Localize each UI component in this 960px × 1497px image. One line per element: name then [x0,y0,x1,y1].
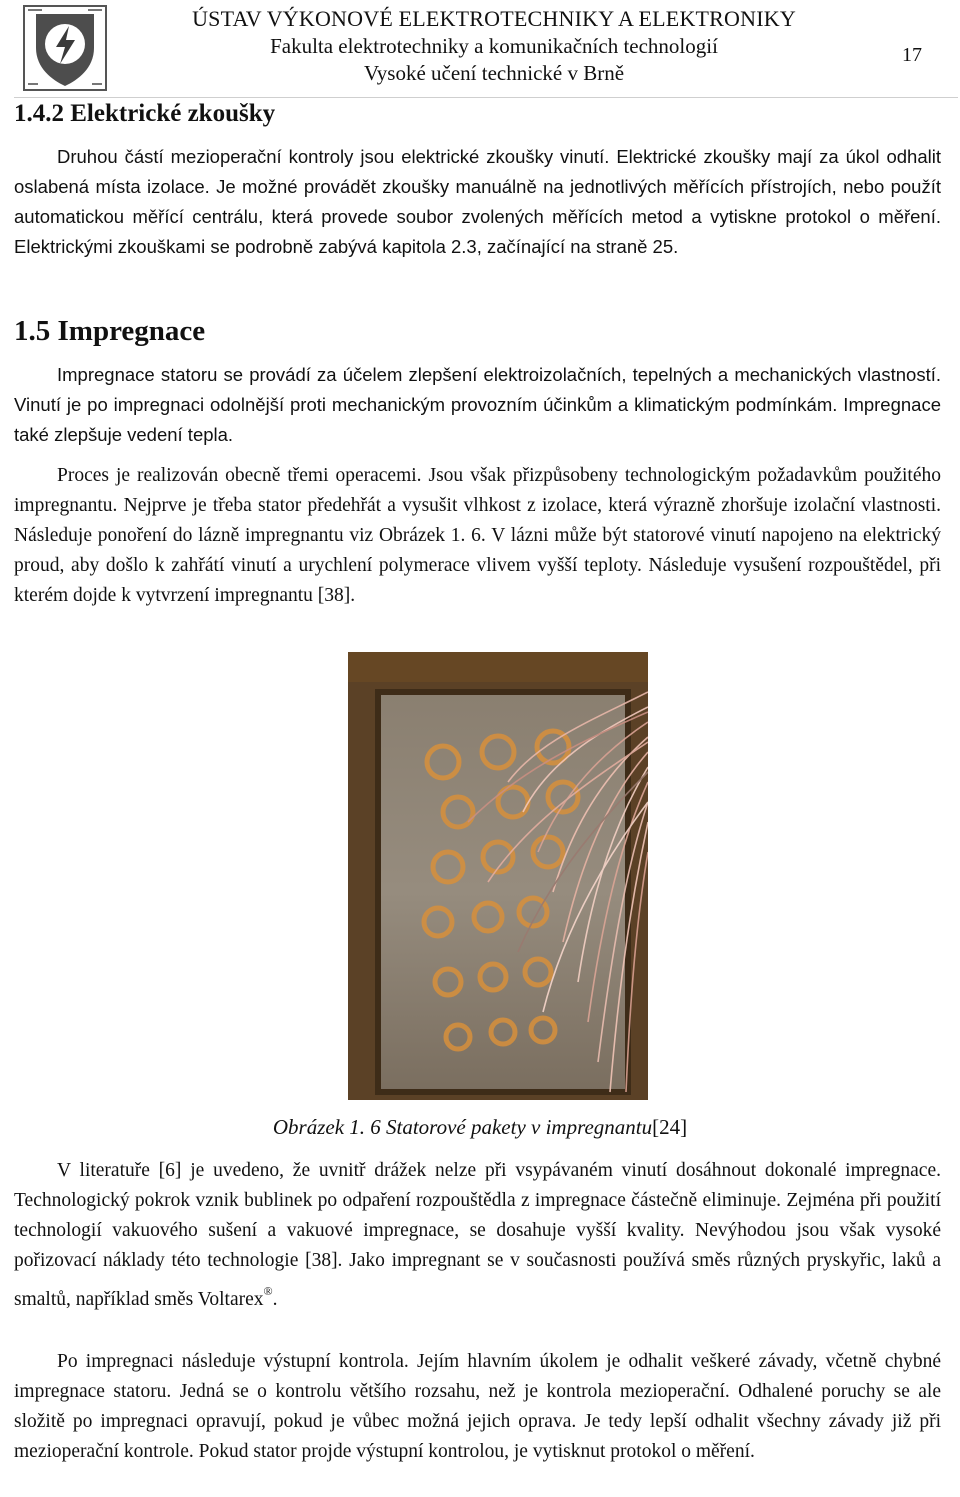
lightning-shield-logo-icon [22,4,108,92]
section-heading-elektricke-zkousky: 1.4.2 Elektrické zkoušky [14,100,276,127]
section-heading-impregnace: 1.5 Impregnace [14,315,206,347]
figure-caption-reference: [24] [652,1115,688,1139]
paragraph-elektricke-zkousky: Druhou částí mezioperační kontroly jsou elektrické zkoušky vinutí. Elektrické zkoušky mají za úkol odhalit oslabená místa izolace. Je možné provádět zkoušky manuálně na jednotlivých měřících přístrojích, nebo použít automatickou měřící centrálu, která provede soubor zvolených měřících metod a vytiskne protokol o měření. Elektrickými zkouškami se podrobně zabývá kapitola 2.3, začínající na straně 25. [14,146,941,257]
stator-impregnation-photo-icon [348,652,648,1100]
figure-caption-label: Obrázek 1. [272,1115,366,1139]
paragraph-impregnace-2: Proces je realizován obecně třemi operacemi. Jsou však přizpůsobeny technologickým požadavkům použitého impregnantu. Nejprve je třeba stator předehřát a vysušit vlhkost z izolace, která výrazně zhoršuje izolační vlastnosti. Následuje ponoření do lázně impregnantu viz Obrázek 1. 6. V lázni může být statorové vinutí napojeno na elektrický proud, aby došlo k zahřátí vinutí a urychlení polymerace vlivem vyšší teploty. Následuje vysušení rozpouštědel, při kterém dojde k vytvrzení impregnantu [38]. [14,465,941,606]
paragraph-impregnace-3-end: . [272,1289,278,1310]
header-divider [14,97,958,98]
registered-mark: ® [263,1284,273,1298]
paragraph-vystupni-kontrola: Po impregnaci následuje výstupní kontrola. Jejím hlavním úkolem je odhalit veškeré závady, včetně chybné impregnace statoru. Jedná se o kontrolu většího rozsahu, než je kontrola mezioperační. Odhalené poruchy se ale složitě po impregnaci opravují, pokud je vůbec možná jejich oprava. Je tedy lepší odhalit všechny závady již při mezioperační kontrole. Pokud stator projde výstupní kontrolou, je vytisknut protokol o měření. [14,1351,941,1462]
page-number: 17 [902,44,922,66]
university-name: Vysoké učení technické v Brně [363,61,625,85]
figure-caption-text: 6 Statorové pakety v impregnantu [365,1115,653,1139]
paragraph-impregnace-3 [14,1156,941,1315]
figure-caption [0,1115,960,1140]
page-header [14,0,958,98]
institute-name: ÚSTAV VÝKONOVÉ ELEKTROTECHNIKY A ELEKTRONIKY [192,6,796,31]
faculty-name: Fakulta elektrotechniky a komunikačních technologií [270,34,718,58]
paragraph-impregnace-3-text: V literatuře [6] je uvedeno, že uvnitř drážek nelze při vsypávaném vinutí dosáhnout dokonalé impregnace. Technologický pokrok vznik bublinek po odpaření rozpouštědla z impregnace částečně eliminuje. Zejména při použití technologií vakuového sušení a vakuové impregnace, se dosahuje vyšší kvality. Nevýhodou jsou však vysoké pořizovací náklady této technologie [38]. Jako impregnant se v současnosti používá směs různých pryskyřic, laků a smaltů, například směs Voltarex [14,1160,941,1310]
paragraph-impregnace-1: Impregnace statoru se provádí za účelem zlepšení elektroizolačních, tepelných a mechanických vlastností. Vinutí je po impregnaci odolnější proti mechanickým provozním účinkům a klimatickým podmínkám. Impregnace také zlepšuje vedení tepla. [14,364,941,445]
